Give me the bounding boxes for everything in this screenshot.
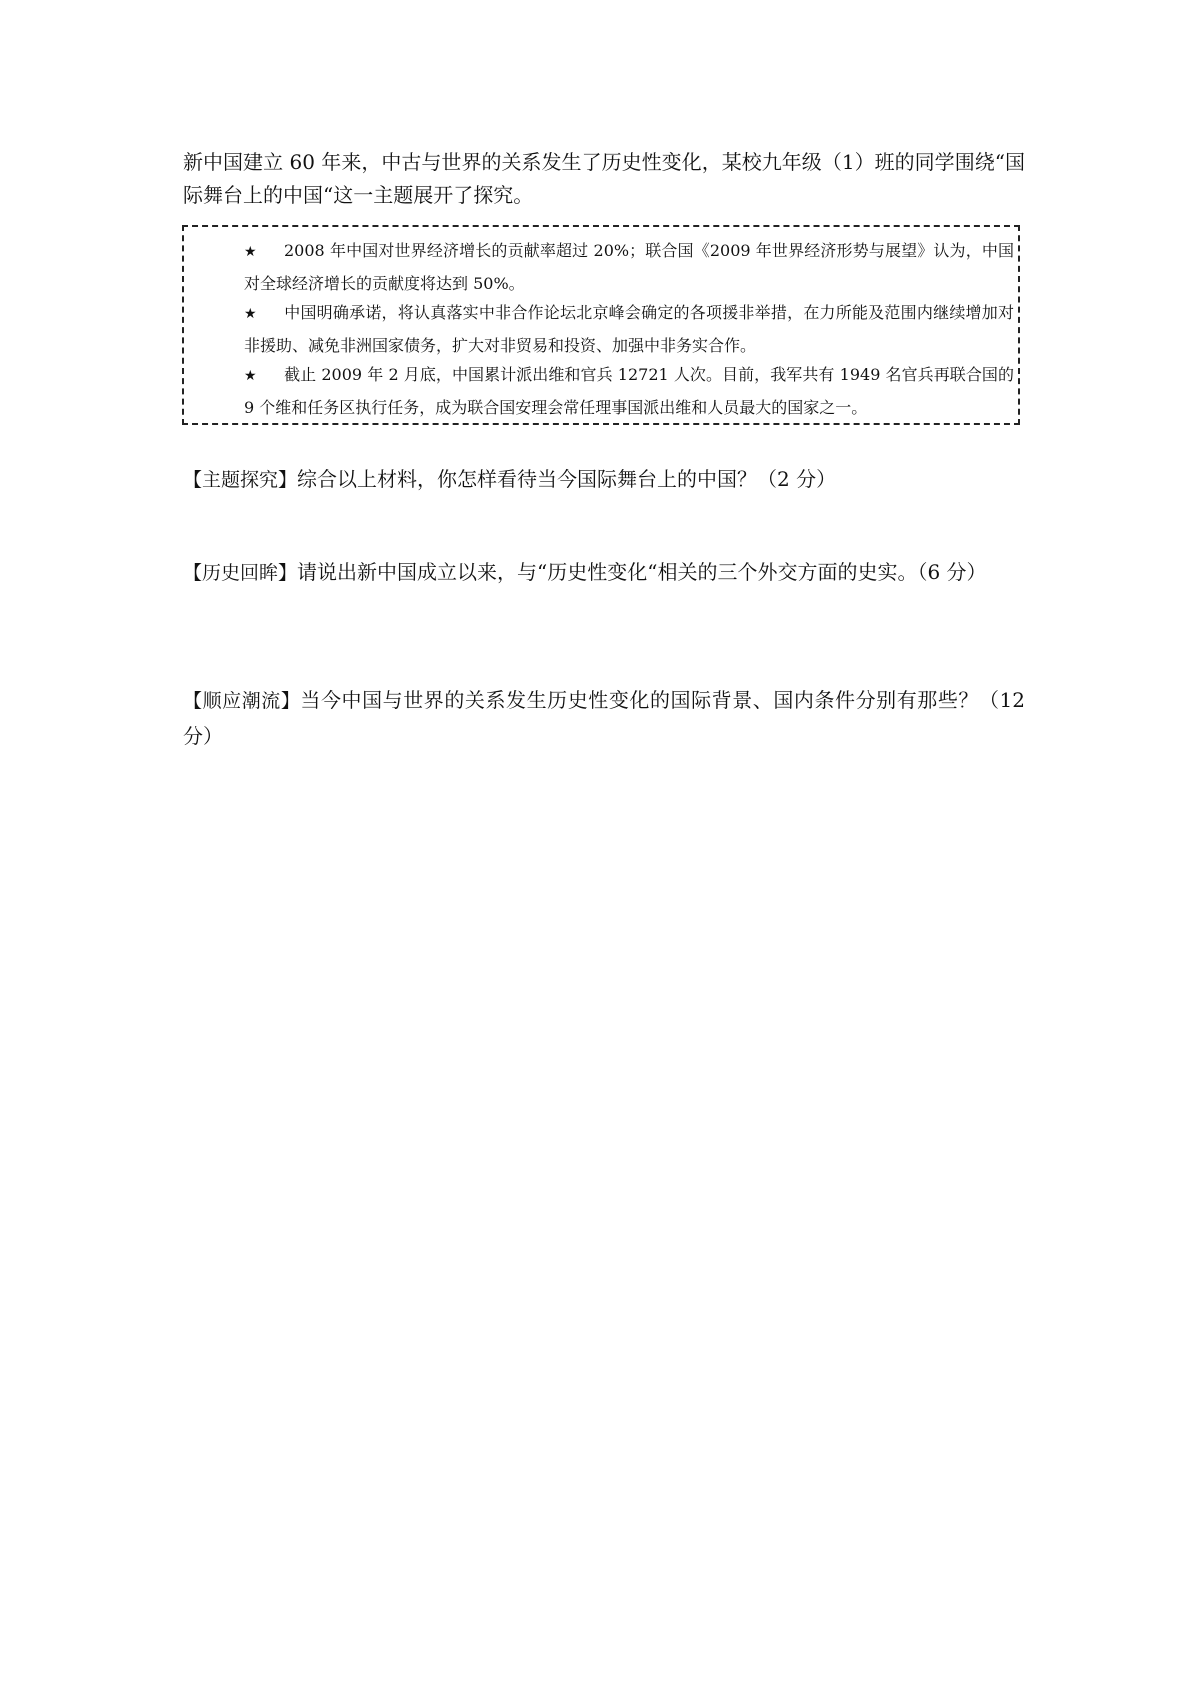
question-text: 请说出新中国成立以来，与“历史性变化“相关的三个外交方面的史实。（6 分） bbox=[297, 560, 987, 584]
star-icon: ★ bbox=[244, 306, 257, 322]
question-tag: 【历史回眸】 bbox=[183, 562, 298, 584]
question-tag: 【顺应潮流】 bbox=[183, 690, 301, 712]
material-item bbox=[244, 297, 1014, 361]
intro-paragraph: 新中国建立 60 年来，中古与世界的关系发生了历史性变化，某校九年级（1）班的同学围绕“国际舞台上的中国“这一主题展开了探究。 bbox=[183, 150, 1025, 207]
question-follow-trend bbox=[183, 683, 1025, 754]
question-text: 综合以上材料，你怎样看待当今国际舞台上的中国？（2 分） bbox=[297, 467, 837, 491]
question-theme-inquiry bbox=[183, 462, 1025, 498]
materials-box bbox=[182, 225, 1020, 425]
question-history-review bbox=[183, 555, 1025, 591]
star-icon: ★ bbox=[244, 368, 257, 384]
material-text: 中国明确承诺，将认真落实中非合作论坛北京峰会确定的各项援非举措，在力所能及范围内继续增加对非援助、减免非洲国家债务，扩大对非贸易和投资、加强中非务实合作。 bbox=[244, 303, 1014, 355]
material-item bbox=[244, 359, 1014, 423]
material-text: 2008 年中国对世界经济增长的贡献率超过 20%；联合国《2009 年世界经济形势与展望》认为，中国对全球经济增长的贡献度将达到 50%。 bbox=[244, 241, 1014, 293]
question-tag: 【主题探究】 bbox=[183, 469, 298, 491]
material-item bbox=[244, 235, 1014, 299]
star-icon: ★ bbox=[244, 244, 257, 260]
material-text: 截止 2009 年 2 月底，中国累计派出维和官兵 12721 人次。目前，我军共有 1949 名官兵再联合国的 9 个维和任务区执行任务，成为联合国安理会常任理事国派出维和人员最大的国家之一。 bbox=[244, 365, 1014, 417]
question-text: 当今中国与世界的关系发生历史性变化的国际背景、国内条件分别有那些？（12 分） bbox=[183, 688, 1025, 748]
